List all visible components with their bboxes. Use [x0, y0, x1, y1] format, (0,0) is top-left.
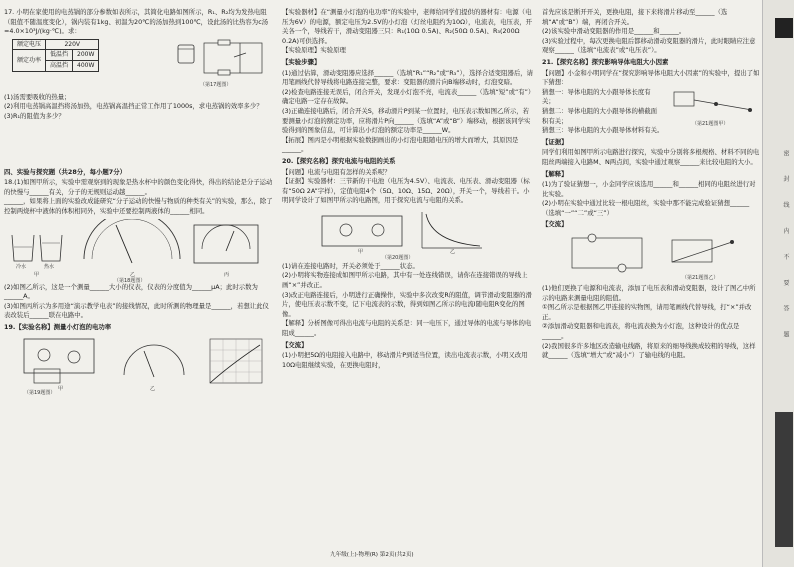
q18-figure [4, 219, 274, 284]
q19-extension: 【拓展】图丙是小明根据实验数据画出的小灯泡电阻随电压的增大而增大，其原因是______。 [282, 135, 519, 154]
q20-exchange-heading: 【交流】 [282, 340, 308, 349]
q19-step3: (3)正确连接电路后，闭合开关S，移动滑片P到某一位置时，电压表示数如图乙所示，若要测量小灯泡的额定功率，应将滑片P向______（选填“A”或“B”）端移动，根据该同学实验得到的图象信息，可计算出小灯泡的额定功率是______W。 [282, 106, 531, 135]
q20-sub2: (2)小明将实物连接成如图甲所示电路，其中有一处连线错误，请你在连接错误的导线上画“×”并改正。 [282, 271, 528, 290]
q17-circuit-diagram [174, 39, 269, 83]
rated-power-label: 额定功率 [13, 50, 46, 71]
q20-fig-caption: （第20题图） [382, 254, 414, 261]
label-jia: 甲 [58, 385, 64, 392]
rated-voltage-label: 额定电压 [13, 39, 46, 50]
q19-step1: (1)通过估算，滑动变阻器应选择______（选填“R₁”“R₂”或“R₃”），选择合适变阻器后，请用笔画线代替导线将电路连接完整，要求：变阻器的滑片向B端移动时，灯泡变暗。 [282, 68, 534, 87]
q19-diagrams [4, 335, 272, 391]
q17-figure-area [4, 39, 274, 91]
q21-guess-1: 猜想一：导体电阻的大小跟导体长度有关； [542, 87, 651, 106]
page-footer: 九年级(上)·物理(R) 第2页(共2页) [330, 552, 414, 558]
q21-guess-2: 猜想二：导体电阻的大小跟导体的横截面积有关； [542, 106, 658, 125]
q19-fig-caption: （第19题图） [24, 389, 56, 396]
seal-line-text: 密 封 线 内 不 要 答 题 [782, 150, 789, 347]
binding-margin [762, 0, 794, 567]
q21-explain-heading: 【解释】 [542, 169, 568, 178]
q21-exchange-1b: ②添加滑动变阻器和电流表，将电流表换为小灯泡，这种设计的优点是______。 [542, 322, 740, 341]
column-left [4, 8, 274, 397]
high-mode-value: 400W [73, 60, 99, 71]
q17-spec-table [12, 39, 99, 72]
q21-fig-caption-b: （第21题图乙） [682, 275, 719, 282]
q18-p1: 18.(1)如图甲所示，实验中需观察到的现象是热水杯中的颜色变化得快，得出的结论是分子运动的快慢与______有关，分子的无规则运动越______。 [4, 178, 273, 196]
q17-stem: 17. 小明在家使用的电蒸锅的部分参数如表所示，其简化电路如图所示，R₁、R₂均为发热电阻（阻值不随温度变化），锅内装有1kg、初温为20℃的汤加热到100℃，设此汤的比热容为c汤=4.0×10³J/(kg·℃)。求： [4, 8, 269, 36]
section-4-heading: 四、实验与探究题（共28分，每小题7分） [4, 167, 126, 176]
answer-space [4, 122, 274, 166]
q21-exchange-heading: 【交流】 [542, 220, 568, 229]
q21-explain-2: (2)小明在实验中通过比较一根电阻丝，实验中那不能完成验证猜想______（选填“一”“二”或“三”） [542, 199, 750, 217]
q20-sub1: (1)请在连接电路时，开关必须处于______状态。 [282, 261, 419, 270]
q21-question: 【问题】小金和小明同学在“探究影响导体电阻大小因素”的实验中，提出了如下猜想： [542, 68, 760, 87]
margin-mark-top [775, 18, 793, 38]
q18-p3: (2)如图乙所示，这是一个测量______大小的仪表，仪表的分度值为______μA；此时示数为______A。 [4, 282, 258, 301]
q20-diagrams [282, 208, 532, 254]
q20-cont-2: (2)该实验中滑动变阻器的作用是______和______。 [542, 27, 686, 36]
q18-fig-caption: （第18题图） [114, 277, 146, 284]
label-jia: 甲 [358, 248, 364, 255]
q20-sub3: (3)改正电路连接后，小明进行正确操作，实验中多次改变R的阻值，调节滑动变阻器的滑片，使电压表示数不变，记下电流表的示数，得到如图乙所示的电流I随电阻R变化的图像。 [282, 290, 532, 318]
q20-exchange-1: (1)小明把5Ω的电阻接入电路中，移动滑片P到适当位置，读出电流表示数，小明又改用10Ω电阻继续实验，在更换电阻时， [282, 351, 528, 369]
column-middle [282, 8, 534, 370]
label-jia: 甲 [34, 271, 40, 278]
column-right [542, 8, 760, 361]
q21-fig-a [666, 88, 758, 122]
label-yi: 乙 [150, 385, 156, 392]
q21-explain-1: (1)为了验证猜想一，小金同学应该选用______和______相同的电阻丝进行对比实验。 [542, 180, 756, 198]
q20-cont-1: 首先应该是断开开关，更换电阻，接下来将滑片移动至______（选填“A”或“B”）端，再闭合开关。 [542, 8, 728, 26]
low-mode-label: 低温挡 [46, 50, 73, 61]
q20-stem: 20.【探究名称】探究电流与电阻的关系 [282, 156, 396, 165]
label-bing: 丙 [224, 271, 230, 278]
high-mode-label: 高温挡 [46, 60, 73, 71]
label-yi: 乙 [450, 248, 456, 255]
margin-mark-bottom [775, 412, 793, 547]
q19-step2: (2)检查电路连接无误后，闭合开关，发现小灯泡不亮，电流表______（选填“短”或“有”）确定电路一定存在故障。 [282, 87, 532, 106]
q19-principle: 【实验原理】实验原理 [282, 46, 346, 55]
q20-explain: 【解释】分析图像可得出电流与电阻的关系是：同一电压下，通过导体的电流与导体的电阻成______。 [282, 319, 532, 338]
q21-stem: 21.【探究名称】探究影响导体电阻大小因素 [542, 57, 669, 66]
q21-evidence: 同学们利用如图甲所示电路进行探究，实验中分别将多根规格、材料不同的电阻丝两端接入电路M、N两点间，实验中通过观察______来比较电阻的大小。 [542, 148, 760, 166]
q19-steps-heading: 【实验步骤】 [282, 57, 321, 66]
q21-circuit-b [542, 232, 758, 276]
q20-evidence: 【证据】实验器材：三节新的干电池（电压为4.5V）、电流表、电压表、滑动变阻器（标有“50Ω 2A”字样），定值电阻4个（5Ω、10Ω、15Ω、20Ω），开关一个，导线若干。小明同学设计了如图甲所示的电路图，用于探究电流与电阻的关系。 [282, 177, 530, 205]
q19-figure [4, 335, 274, 395]
label-hot-water: 热水 [44, 263, 55, 270]
q17-sub2: (2)利用电蒸锅高温挡将汤加热，电蒸锅高温挡正常工作用了1000s，求电蒸锅的效率多少？ [4, 102, 263, 111]
low-mode-value: 200W [73, 50, 99, 61]
q21-evidence-heading: 【证据】 [542, 137, 568, 146]
rated-voltage-value: 220V [46, 39, 99, 50]
q19-equipment: 【实验器材】在“测量小灯泡的电功率”的实验中，老师给同学们提供的器材有：电源（电压为6V）的电源，额定电压为2.5V的小灯泡（灯丝电阻约为10Ω），电流表，电压表，开关各一个，导线若干，滑动变阻器三只：R₁(10Ω 0.5A)、R₂(50Ω 0.5A)、R₃(200Ω 0.2A)可供选择。 [282, 8, 533, 45]
q18-p4: (3)如图丙所示为多用途“演示教学电表”的接线情况，此时所测的物理量是______，若想让此仪表改装后______联在电路中。 [4, 301, 269, 320]
q21-exchange-1a: ①图乙所示是根据图乙甲连接的实物图，请用笔画线代替导线，打“×”并改正。 [542, 303, 752, 321]
q21-exchange-2: (2)我国很多许多地区改造输电线路，将原来的细导线换成较粗的导线，这样就______（选填“增大”或“减小”）了输电线的电阻。 [542, 341, 756, 360]
q17-fig-caption: （第17题图） [200, 81, 232, 88]
q21-figure-b [542, 232, 760, 282]
q20-figure [282, 208, 534, 260]
q21-fig-caption-a: （第21题图甲） [692, 120, 729, 127]
q17-sub3: (3)R₁的阻值为多少？ [4, 111, 65, 120]
q20-cont-3: (3)实验过程中，每次更换电阻后都移动滑动变阻器的滑片，此时眼睛应注意观察______（选填“电流表”或“电压表”）。 [542, 36, 756, 55]
q21-guess-block [542, 88, 760, 126]
q20-question: 【问题】电流与电阻有怎样的关系呢？ [282, 167, 391, 176]
q19-stem: 19.【实验名称】测量小灯泡的电功率 [4, 322, 112, 331]
q17-sub1: (1)汤需要吸收的热量； [4, 92, 71, 101]
q18-p2: ______，如果将上面的实验改成能研究“分子运动的快慢与物质的种类有关”的实验，那么，除了控制两烧杯中液体的体积相同外，实验中还要控制两液体的______相同。 [4, 197, 273, 215]
label-yi: 乙 [130, 271, 136, 278]
q21-exchange-1: (1)他们更换了电源和电流表，添加了电压表和滑动变阻器，设计了图乙中所示的电路来测量电阻的阻值。 [542, 284, 756, 302]
label-cold-water: 冷水 [16, 263, 27, 270]
q21-guess-3: 猜想三：导体电阻的大小跟导体材料有关。 [542, 126, 664, 135]
